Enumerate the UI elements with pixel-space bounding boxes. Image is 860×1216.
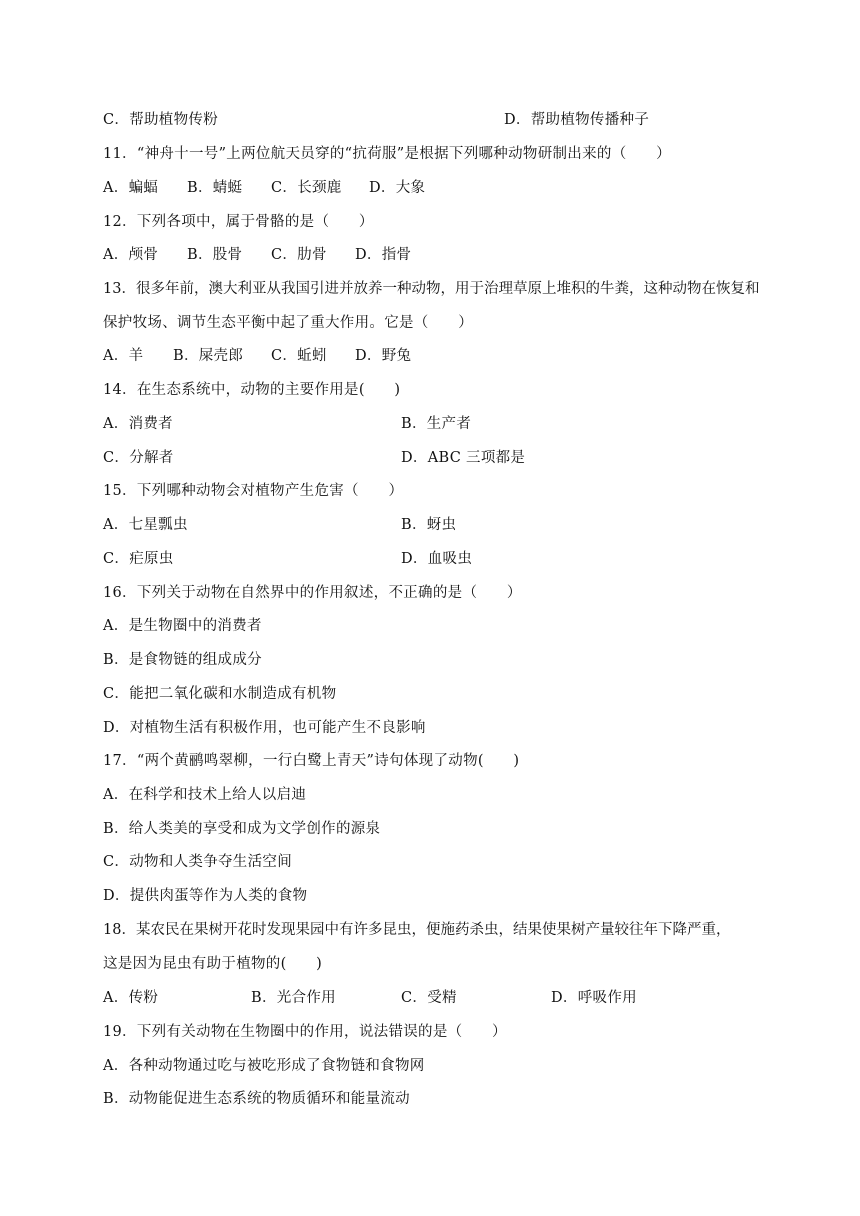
- q17-option-c: C．动物和人类争夺生活空间: [103, 854, 292, 870]
- q15-options-row-2: [103, 549, 473, 569]
- q19-option-a: A．各种动物通过吃与被吃形成了食物链和食物网: [103, 1058, 425, 1074]
- q11-option-c: C．长颈鹿: [271, 180, 342, 196]
- q16-option-b: B．是食物链的组成成分: [103, 652, 262, 668]
- q17-option-d: D．提供肉蛋等作为人类的食物: [103, 888, 308, 904]
- q18-stem-line1: 18．某农民在果树开花时发现果园中有许多昆虫，便施药杀虫，结果使果树产量较往年下降严重，: [103, 922, 731, 938]
- q13-stem-line2: 保护牧场、调节生态平衡中起了重大作用。它是（ ）: [103, 315, 473, 331]
- q11-option-b: B．蜻蜓: [187, 180, 243, 196]
- q10-options-row: [103, 110, 650, 130]
- q17-option-b: B．给人类美的享受和成为文学创作的源泉: [103, 821, 381, 837]
- q16-option-d: D．对植物生活有积极作用，也可能产生不良影响: [103, 720, 426, 736]
- q12-option-b: B．股骨: [187, 247, 243, 263]
- q12-option-a: A．颅骨: [103, 247, 159, 263]
- q16-stem: 16．下列关于动物在自然界中的作用叙述，不正确的是（ ）: [103, 585, 522, 601]
- q12-stem: 12．下列各项中，属于骨骼的是（ ）: [103, 214, 374, 230]
- q15-option-b: B．蚜虫: [401, 517, 457, 533]
- q15-stem: 15．下列哪种动物会对植物产生危害（ ）: [103, 483, 404, 499]
- q18-option-b: B．光合作用: [251, 990, 336, 1006]
- q18-stem-line2: 这是因为昆虫有助于植物的( ): [103, 956, 323, 972]
- q14-option-a: A．消费者: [103, 416, 173, 432]
- q14-options-row-2: [103, 448, 526, 468]
- q11-stem: 11．“神舟十一号”上两位航天员穿的“抗荷服”是根据下列哪种动物研制出来的（ ）: [103, 146, 671, 162]
- q10-option-d: D．帮助植物传播种子: [504, 112, 650, 128]
- q14-stem: 14．在生态系统中，动物的主要作用是( ): [103, 382, 401, 398]
- q11-option-a: A．蝙蝠: [103, 180, 159, 196]
- q15-option-d: D．血吸虫: [401, 551, 473, 567]
- q14-option-d: D．ABC 三项都是: [401, 450, 526, 466]
- q16-option-a: A．是生物圈中的消费者: [103, 618, 262, 634]
- q19-option-b: B．动物能促进生态系统的物质循环和能量流动: [103, 1091, 410, 1107]
- q13-option-d: D．野兔: [355, 348, 412, 364]
- q18-option-d: D．呼吸作用: [551, 990, 637, 1006]
- q11-option-d: D．大象: [369, 180, 426, 196]
- q14-option-b: B．生产者: [401, 416, 472, 432]
- q17-stem: 17．“两个黄鹂鸣翠柳，一行白鹭上青天”诗句体现了动物( ): [103, 753, 520, 769]
- q13-option-a: A．羊: [103, 348, 144, 364]
- q15-options-row-1: [103, 515, 457, 535]
- q18-option-c: C．受精: [401, 990, 457, 1006]
- q10-option-c: C．帮助植物传粉: [103, 112, 218, 128]
- q15-option-a: A．七星瓢虫: [103, 517, 188, 533]
- q13-option-c: C．蚯蚓: [271, 348, 327, 364]
- q14-option-c: C．分解者: [103, 450, 174, 466]
- q18-option-a: A．传粉: [103, 990, 159, 1006]
- q16-option-c: C．能把二氧化碳和水制造成有机物: [103, 686, 337, 702]
- q13-stem-line1: 13．很多年前，澳大利亚从我国引进并放养一种动物，用于治理草原上堆积的牛粪，这种动物在恢复和: [103, 281, 760, 297]
- q13-option-b: B．屎壳郎: [173, 348, 244, 364]
- q17-option-a: A．在科学和技术上给人以启迪: [103, 787, 307, 803]
- q15-option-c: C．疟原虫: [103, 551, 174, 567]
- q19-stem: 19．下列有关动物在生物圈中的作用，说法错误的是（ ）: [103, 1024, 507, 1040]
- q14-options-row-1: [103, 414, 472, 434]
- q12-option-d: D．指骨: [355, 247, 412, 263]
- q12-option-c: C．肋骨: [271, 247, 327, 263]
